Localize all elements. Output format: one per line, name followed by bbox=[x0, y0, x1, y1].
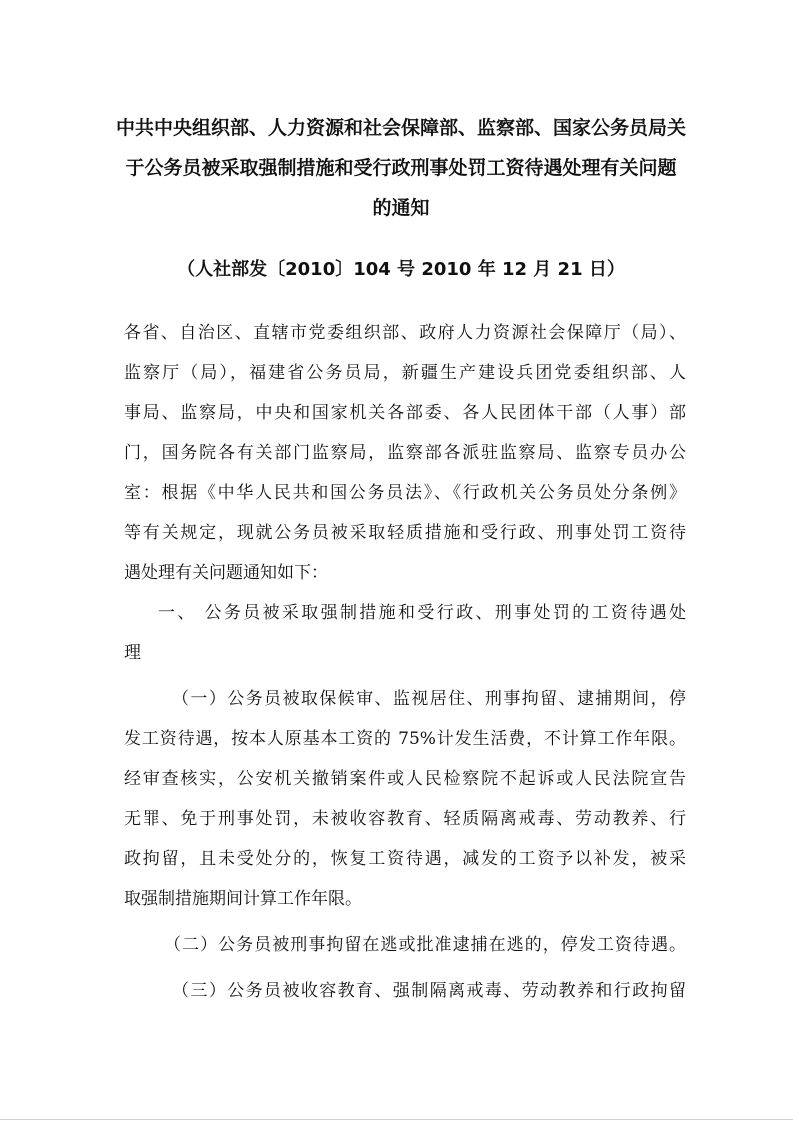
title-line: 于公务员被采取强制措施和受行政刑事处罚工资待遇处理有关问题 bbox=[125, 157, 677, 179]
title-line: 的通知 bbox=[372, 197, 430, 219]
intro-line: 等有关规定，现就公务员被采取轻质措施和受行政、刑事处罚工资待 bbox=[124, 523, 686, 543]
section-heading-line: 一、 公务员被采取强制措施和受行政、刑事处罚的工资待遇处 bbox=[158, 603, 686, 623]
intro-line: 门，国务院各有关部门监察局，监察部各派驻监察局、监察专员办公 bbox=[124, 443, 686, 463]
item-line: （三）公务员被收容教育、强制隔离戒毒、劳动教养和行政拘留 bbox=[172, 981, 686, 1001]
item-line: 无罪、免于刑事处罚，未被收容教育、轻质隔离戒毒、劳动教养、行 bbox=[124, 809, 686, 829]
intro-line: 室：根据《中华人民共和国公务员法》、《行政机关公务员处分条例》 bbox=[124, 483, 686, 503]
section-heading-line: 理 bbox=[124, 643, 141, 663]
intro-line: 事局、监察局，中央和国家机关各部委、各人民团体干部（人事）部 bbox=[124, 403, 686, 423]
item-line: （一）公务员被取保候审、监视居住、刑事拘留、逮捕期间，停 bbox=[172, 689, 686, 709]
item-line: 经审查核实，公安机关撤销案件或人民检察院不起诉或人民法院宣告 bbox=[124, 769, 686, 789]
document-body bbox=[124, 313, 686, 1011]
title-line: 中共中央组织部、人力资源和社会保障部、监察部、国家公务员局关 bbox=[115, 117, 686, 139]
item-line: 取强制措施期间计算工作年限。 bbox=[124, 889, 362, 909]
item-line: （二）公务员被刑事拘留在逃或批准逮捕在逃的，停发工资待遇。 bbox=[164, 935, 686, 955]
intro-line: 各省、自治区、直辖市党委组织部、政府人力资源社会保障厅（局）、 bbox=[124, 323, 686, 343]
document-title bbox=[112, 108, 690, 228]
intro-line: 遇处理有关问题通知如下： bbox=[124, 563, 328, 583]
intro-line: 监察厅（局），福建省公务员局，新疆生产建设兵团党委组织部、人 bbox=[124, 363, 686, 383]
document-subtitle: （人社部发〔2010〕104 号 2010 年 12 月 21 日） bbox=[177, 259, 625, 280]
item-line: 政拘留，且未受处分的，恢复工资待遇，减发的工资予以补发，被采 bbox=[124, 849, 686, 869]
item-line: 发工资待遇，按本人原基本工资的 75%计发生活费，不计算工作年限。 bbox=[124, 729, 686, 749]
page-bottom-divider bbox=[0, 1119, 793, 1120]
